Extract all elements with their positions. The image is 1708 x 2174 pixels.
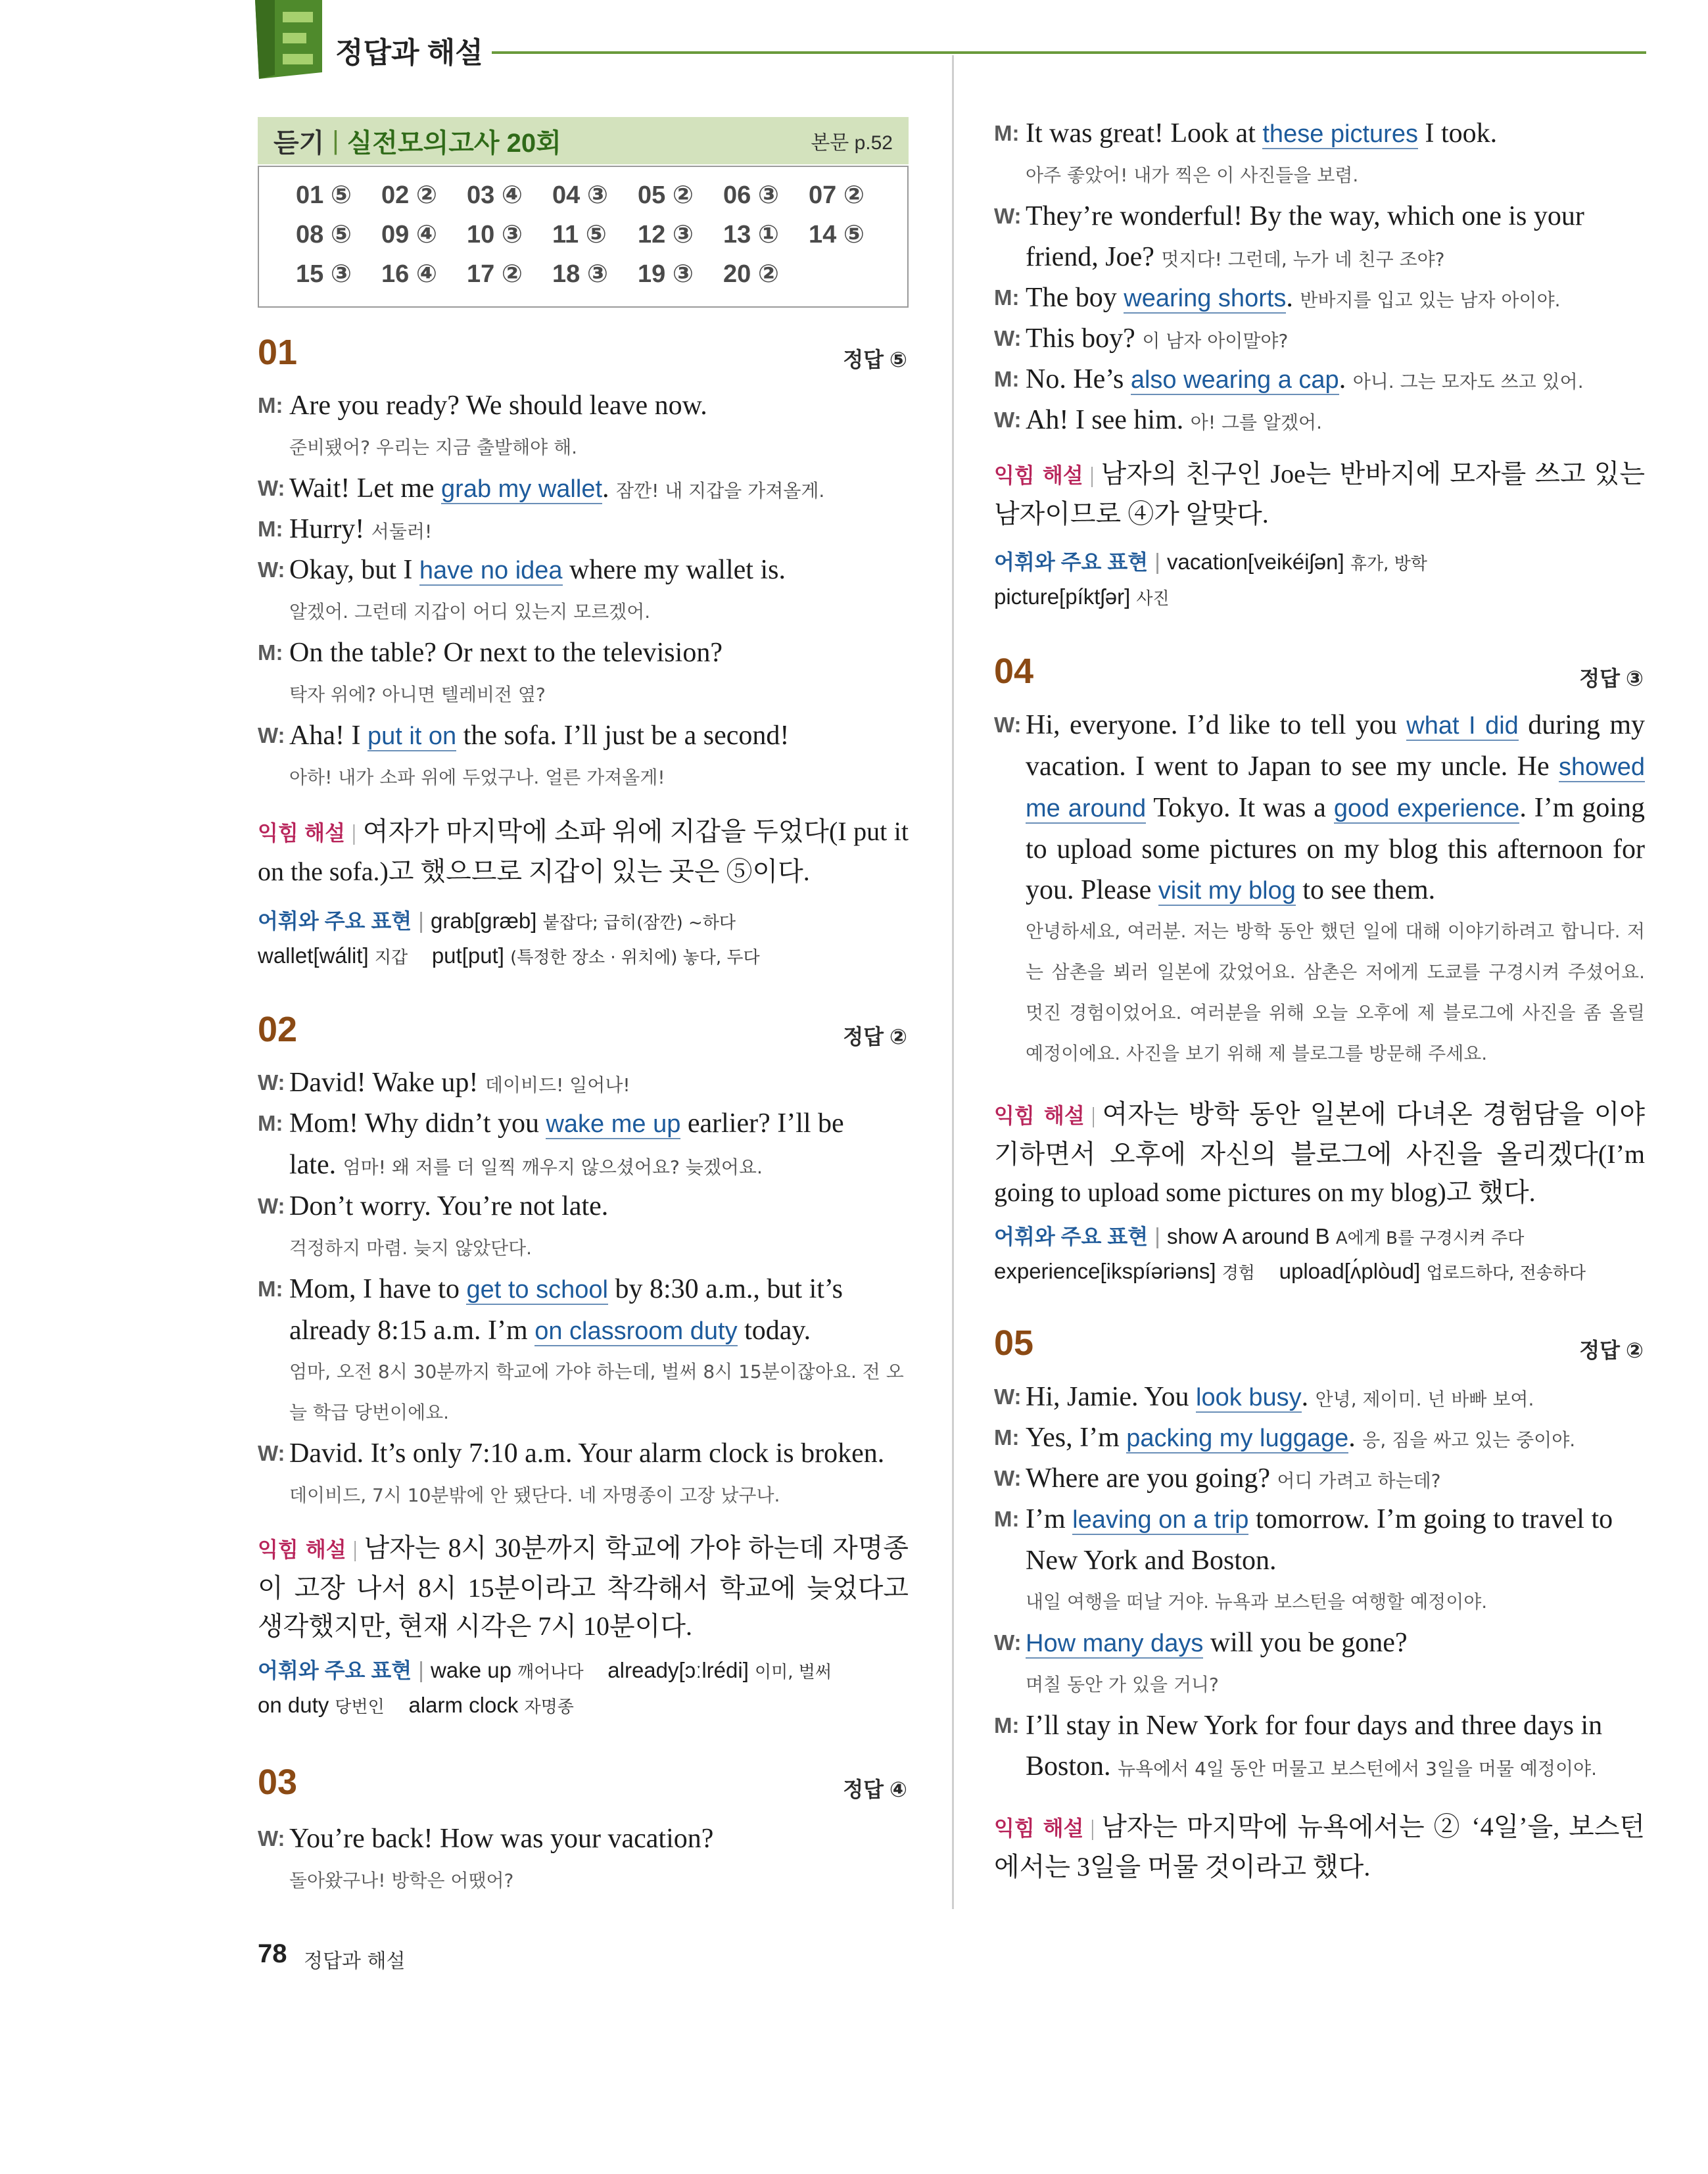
dialogue-line: W: Ah! I see him. 아! 그를 알겠어. — [994, 400, 1645, 443]
answer-key-item: 14 ⑤ — [809, 221, 865, 248]
speaker-label: W: — [258, 476, 285, 500]
speaker-label: M: — [258, 517, 283, 541]
answer-key-item: 02 ② — [381, 181, 437, 209]
korean-translation: 걱정하지 마렴. 늦지 않았단다. — [289, 1237, 533, 1259]
dialogue-line: W: This boy? 이 남자 아이말야? — [994, 318, 1645, 362]
answer-key-item: 09 ④ — [381, 221, 437, 248]
key-phrase: what I did — [1406, 712, 1519, 740]
question-number: 03 — [258, 1762, 298, 1802]
explanation-label: 익힘 해설 — [994, 1104, 1085, 1127]
korean-translation: 안녕하세요, 여러분. 저는 방학 동안 했던 일에 대해 이야기하려고 합니다. 저는 삼촌을 뵈러 일본에 갔었어요. 삼촌은 저에게 도쿄를 구경시켜 주셨어요. 멋진 경험이었어요. 여러분을 위해 오늘 오후에 제 블로그에 사진을 좀 올릴 예정이에요. 사진을 보기 위해 제 블로그를 방문해 주세요. — [1026, 920, 1645, 1064]
dialogue-line: M: The boy wearing shorts. 반바지를 입고 있는 남자 아이야. — [994, 277, 1645, 321]
speaker-label: M: — [258, 393, 283, 417]
speaker-label: M: — [258, 640, 283, 665]
explanation: 익힘 해설 | 남자는 8시 30분까지 학교에 가야 하는데 자명종이 고장 나서 8시 15분이라고 착각해서 학교에 늦었다고 생각했지만, 현재 시각은 7시 10분이다. — [258, 1533, 909, 1641]
key-phrase: showed me around — [1026, 753, 1645, 822]
dialogue-line: M: On the table? Or next to the television? — [258, 632, 909, 673]
korean-translation: 뉴욕에서 4일 동안 머물고 보스턴에서 3일을 머물 예정이야. — [1118, 1758, 1597, 1780]
dialogue-line: W: Okay, but I have no idea where my wallet is. — [258, 550, 909, 591]
key-phrase: on classroom duty — [534, 1317, 738, 1345]
dialogue-line: M: Hurry! 서둘러! — [258, 509, 909, 552]
key-phrase: have no idea — [419, 557, 563, 584]
answer-key-item: 19 ③ — [638, 260, 694, 288]
footer-title: 정답과 해설 — [304, 1950, 406, 1973]
dialogue-line: W: Hi, Jamie. You look busy. 안녕, 제이미. 넌 바빠 보여. — [994, 1377, 1645, 1420]
dialogue-line: M: Are you ready? We should leave now. — [258, 385, 909, 426]
answer-key-item: 07 ② — [809, 181, 865, 209]
korean-translation: 돌아왔구나! 방학은 어땠어? — [289, 1870, 514, 1891]
korean-translation: 안녕, 제이미. 넌 바빠 보여. — [1315, 1388, 1534, 1410]
header-rule — [492, 51, 1646, 54]
speaker-label: W: — [258, 1070, 285, 1095]
speaker-label: W: — [258, 1441, 285, 1465]
answer-key-grid — [258, 166, 909, 308]
answer-key-item: 12 ③ — [638, 221, 694, 248]
korean-translation: 엄마! 왜 저를 더 일찍 깨우지 않으셨어요? 늦겠어요. — [343, 1156, 763, 1178]
answer-key-item: 06 ③ — [723, 181, 779, 209]
korean-translation: 멋지다! 그런데, 누가 네 친구 조야? — [1161, 248, 1445, 270]
korean-translation: 준비됐어? 우리는 지금 출발해야 해. — [289, 437, 578, 458]
key-phrase: also wearing a cap — [1130, 366, 1339, 394]
key-phrase: wearing shorts — [1124, 285, 1287, 312]
answer-key-item: 13 ① — [723, 221, 779, 248]
key-phrase: look busy — [1196, 1384, 1302, 1411]
vocabulary-label: 어휘와 주요 표현 — [258, 909, 412, 933]
key-phrase: grab my wallet — [441, 475, 603, 503]
key-phrase: these pictures — [1262, 120, 1418, 148]
explanation: 익힘 해설 | 여자는 방학 동안 일본에 다녀온 경험담을 이야기하면서 오후에 자신의 블로그에 사진을 올리겠다(I’m going to upload some pictures on my blog)고 했다. — [994, 1099, 1645, 1207]
answer-key-page-ref: 본문 p.52 — [811, 132, 893, 154]
korean-translation: 엄마, 오전 8시 30분까지 학교에 가야 하는데, 벌써 8시 15분이잖아요. 전 오 — [289, 1361, 904, 1382]
key-phrase: visit my blog — [1158, 877, 1296, 905]
answer-key-item: 16 ④ — [381, 260, 437, 288]
dialogue-line: W: Where are you going? 어디 가려고 하는데? — [994, 1458, 1645, 1501]
speaker-label: W: — [258, 1826, 285, 1851]
korean-translation: 늘 학급 당번이에요. — [289, 1402, 450, 1423]
explanation-label: 익힘 해설 — [258, 821, 346, 845]
answer-key-item: 01 ⑤ — [296, 181, 352, 209]
dialogue-line: W: Hi, everyone. I’d like to tell you what I did during my vacation. I went to Japan to see my uncle. He showed me around Tokyo. It was a good experience. I’m going to upload some pictures on my blog this afternoon for you. Please visit my blog to see them. — [994, 705, 1645, 911]
korean-translation: 알겠어. 그런데 지갑이 어디 있는지 모르겠어. — [289, 601, 651, 623]
answer-key-item: 20 ② — [723, 260, 779, 288]
answer-label: 정답 ② — [843, 1025, 907, 1049]
answer-key-item: 11 ⑤ — [552, 221, 607, 248]
dialogue-line: M: No. He’s also wearing a cap. 아니. 그는 모자도 쓰고 있어. — [994, 359, 1645, 402]
korean-translation: 탁자 위에? 아니면 텔레비전 옆? — [289, 684, 546, 705]
vocabulary-label: 어휘와 주요 표현 — [994, 1225, 1149, 1248]
speaker-label: W: — [258, 1194, 285, 1218]
key-phrase: put it on — [367, 722, 457, 750]
dialogue-line: W: They’re wonderful! By the way, which one is your friend, Joe? 멋지다! 그런데, 누가 네 친구 조야? — [994, 196, 1645, 280]
vocabulary: 어휘와 주요 표현 | show A around B A에게 B를 구경시켜 주다 experience[ikspíəriəns] 경험 upload[ʌ́plòud] 업로드하다, 전송하다 — [994, 1224, 1586, 1283]
korean-translation: 며칠 동안 가 있을 거니? — [1026, 1674, 1219, 1695]
korean-translation: 아주 좋았어! 내가 찍은 이 사진들을 보렴. — [1026, 164, 1359, 186]
speaker-label: W: — [994, 408, 1022, 432]
speaker-label: M: — [994, 1507, 1020, 1531]
korean-translation: 서둘러! — [371, 521, 433, 542]
answer-key-item: 10 ③ — [467, 221, 523, 248]
question-number: 02 — [258, 1010, 298, 1049]
answer-key-item: 18 ③ — [552, 260, 608, 288]
question-number: 05 — [994, 1323, 1034, 1363]
speaker-label: M: — [994, 1425, 1020, 1450]
korean-translation: 내일 여행을 떠날 거야. 뉴욕과 보스턴을 여행할 예정이야. — [1026, 1591, 1488, 1613]
question-number: 01 — [258, 333, 298, 372]
vocabulary-label: 어휘와 주요 표현 — [258, 1659, 412, 1682]
vocabulary: 어휘와 주요 표현 | wake up 깨어나다 already[ɔːlrédi] 이미, 벌써 on duty 당번인 alarm clock 자명종 — [258, 1658, 832, 1717]
korean-translation: 데이비드, 7시 10분밖에 안 됐단다. 네 자명종이 고장 났구나. — [289, 1484, 780, 1506]
chapter-tab-icon — [249, 0, 329, 79]
answer-key-category: 듣기 — [273, 128, 325, 158]
explanation-label: 익힘 해설 — [258, 1538, 346, 1561]
speaker-label: W: — [994, 1630, 1022, 1655]
dialogue-line: W: David. It’s only 7:10 a.m. Your alarm clock is broken. — [258, 1433, 909, 1474]
dialogue-line: W: Wait! Let me grab my wallet. 잠깐! 내 지갑을 가져올게. — [258, 468, 909, 511]
key-phrase: packing my luggage — [1126, 1425, 1349, 1452]
dialogue-line: M: I’ll stay in New York for four days and three days in Boston. 뉴욕에서 4일 동안 머물고 보스턴에서 3일을 머물 예정이야. — [994, 1705, 1645, 1789]
page-number: 78 — [258, 1939, 287, 1968]
answer-key-item: 17 ② — [467, 260, 523, 288]
answer-label: 정답 ⑤ — [843, 348, 907, 371]
korean-translation: 아하! 내가 소파 위에 두었구나. 얼른 가져올게! — [289, 767, 665, 788]
answer-key-item: 03 ④ — [467, 181, 523, 209]
dialogue-line: M: I’m leaving on a trip tomorrow. I’m going to travel to New York and Boston. — [994, 1499, 1645, 1581]
vocabulary-label: 어휘와 주요 표현 — [994, 550, 1149, 574]
question-number: 04 — [994, 651, 1034, 691]
dialogue-line: W: Don’t worry. You’re not late. — [258, 1186, 909, 1227]
explanation-label: 익힘 해설 — [994, 1816, 1084, 1840]
explanation: 익힘 해설 | 남자는 마지막에 뉴욕에서는 ② ‘4일’을, 보스턴에서는 3일을 머물 것이라고 했다. — [994, 1812, 1645, 1881]
korean-translation: 어디 가려고 하는데? — [1277, 1470, 1441, 1492]
korean-translation: 이 남자 아이말야? — [1142, 330, 1289, 352]
answer-label: 정답 ② — [1579, 1338, 1644, 1362]
korean-translation: 응, 짐을 싸고 있는 중이야. — [1362, 1429, 1576, 1451]
answer-label: 정답 ③ — [1579, 667, 1644, 690]
vocabulary: 어휘와 주요 표현 | grab[græb] 붙잡다; 급히(잠깐) ~하다 wallet[wálit] 지갑 put[put] (특정한 장소 · 위치에) 놓다, 두다 — [258, 909, 760, 968]
answer-key-header: 듣기 | 실전모의고사 20회 본문 p.52 — [258, 117, 909, 164]
explanation-label: 익힘 해설 — [994, 463, 1083, 487]
speaker-label: W: — [994, 1466, 1022, 1490]
answer-key-item: 05 ② — [638, 181, 694, 209]
speaker-label: M: — [258, 1111, 283, 1135]
answer-key-item: 04 ③ — [552, 181, 608, 209]
korean-translation: 아니. 그는 모자도 쓰고 있어. — [1352, 371, 1584, 392]
answer-label: 정답 ④ — [843, 1778, 907, 1801]
key-phrase: get to school — [466, 1276, 608, 1304]
explanation: 익힘 해설 | 여자가 마지막에 소파 위에 지갑을 두었다(I put it on the sofa.)고 했으므로 지갑이 있는 곳은 ⑤이다. — [258, 816, 909, 886]
speaker-label: W: — [994, 713, 1022, 737]
dialogue-line: W: How many days will you be gone? — [994, 1622, 1645, 1664]
key-phrase: wake me up — [546, 1110, 681, 1138]
speaker-label: W: — [258, 557, 285, 582]
dialogue-line: M: Yes, I’m packing my luggage. 응, 짐을 싸고 있는 중이야. — [994, 1417, 1645, 1461]
dialogue-line: M: Mom! Why didn’t you wake me up earlier? I’ll be late. 엄마! 왜 저를 더 일찍 깨우지 않으셨어요? 늦겠어요. — [258, 1103, 909, 1188]
answer-key-title: 실전모의고사 20회 — [346, 128, 561, 158]
speaker-label: W: — [994, 1384, 1022, 1409]
speaker-label: W: — [258, 723, 285, 747]
key-phrase: How many days — [1026, 1630, 1204, 1657]
dialogue-line: W: David! Wake up! 데이비드! 일어나! — [258, 1062, 909, 1106]
answer-key-item: 08 ⑤ — [296, 221, 352, 248]
speaker-label: W: — [994, 204, 1022, 228]
dialogue-line: W: You’re back! How was your vacation? — [258, 1818, 909, 1859]
speaker-label: M: — [994, 285, 1020, 310]
key-phrase: good experience — [1333, 795, 1520, 822]
explanation: 익힘 해설 | 남자의 친구인 Joe는 반바지에 모자를 쓰고 있는 남자이므로 ④가 알맞다. — [994, 459, 1645, 529]
korean-translation: 잠깐! 내 지갑을 가져올게. — [616, 480, 825, 502]
korean-translation: 데이비드! 일어나! — [485, 1074, 630, 1096]
speaker-label: M: — [258, 1277, 283, 1301]
speaker-label: W: — [994, 326, 1022, 350]
dialogue-line: M: It was great! Look at these pictures I took. — [994, 113, 1645, 154]
dialogue-line: W: Aha! I put it on the sofa. I’ll just be a second! — [258, 715, 909, 757]
korean-translation: 아! 그를 알겠어. — [1190, 412, 1322, 433]
korean-translation: 반바지를 입고 있는 남자 아이야. — [1300, 289, 1561, 311]
answer-key-item: 15 ③ — [296, 260, 352, 288]
speaker-label: M: — [994, 367, 1020, 391]
column-divider — [952, 55, 954, 1909]
page-header-title: 정답과 해설 — [335, 37, 483, 69]
dialogue-line: M: Mom, I have to get to school by 8:30 a.m., but it’s already 8:15 a.m. I’m on classroom duty today. — [258, 1269, 909, 1352]
vocabulary: 어휘와 주요 표현 | vacation[veikéiʃən] 휴가, 방학 picture[píktʃər] 사진 — [994, 550, 1427, 609]
speaker-label: M: — [994, 121, 1020, 145]
speaker-label: M: — [994, 1713, 1020, 1737]
key-phrase: leaving on a trip — [1072, 1506, 1249, 1534]
